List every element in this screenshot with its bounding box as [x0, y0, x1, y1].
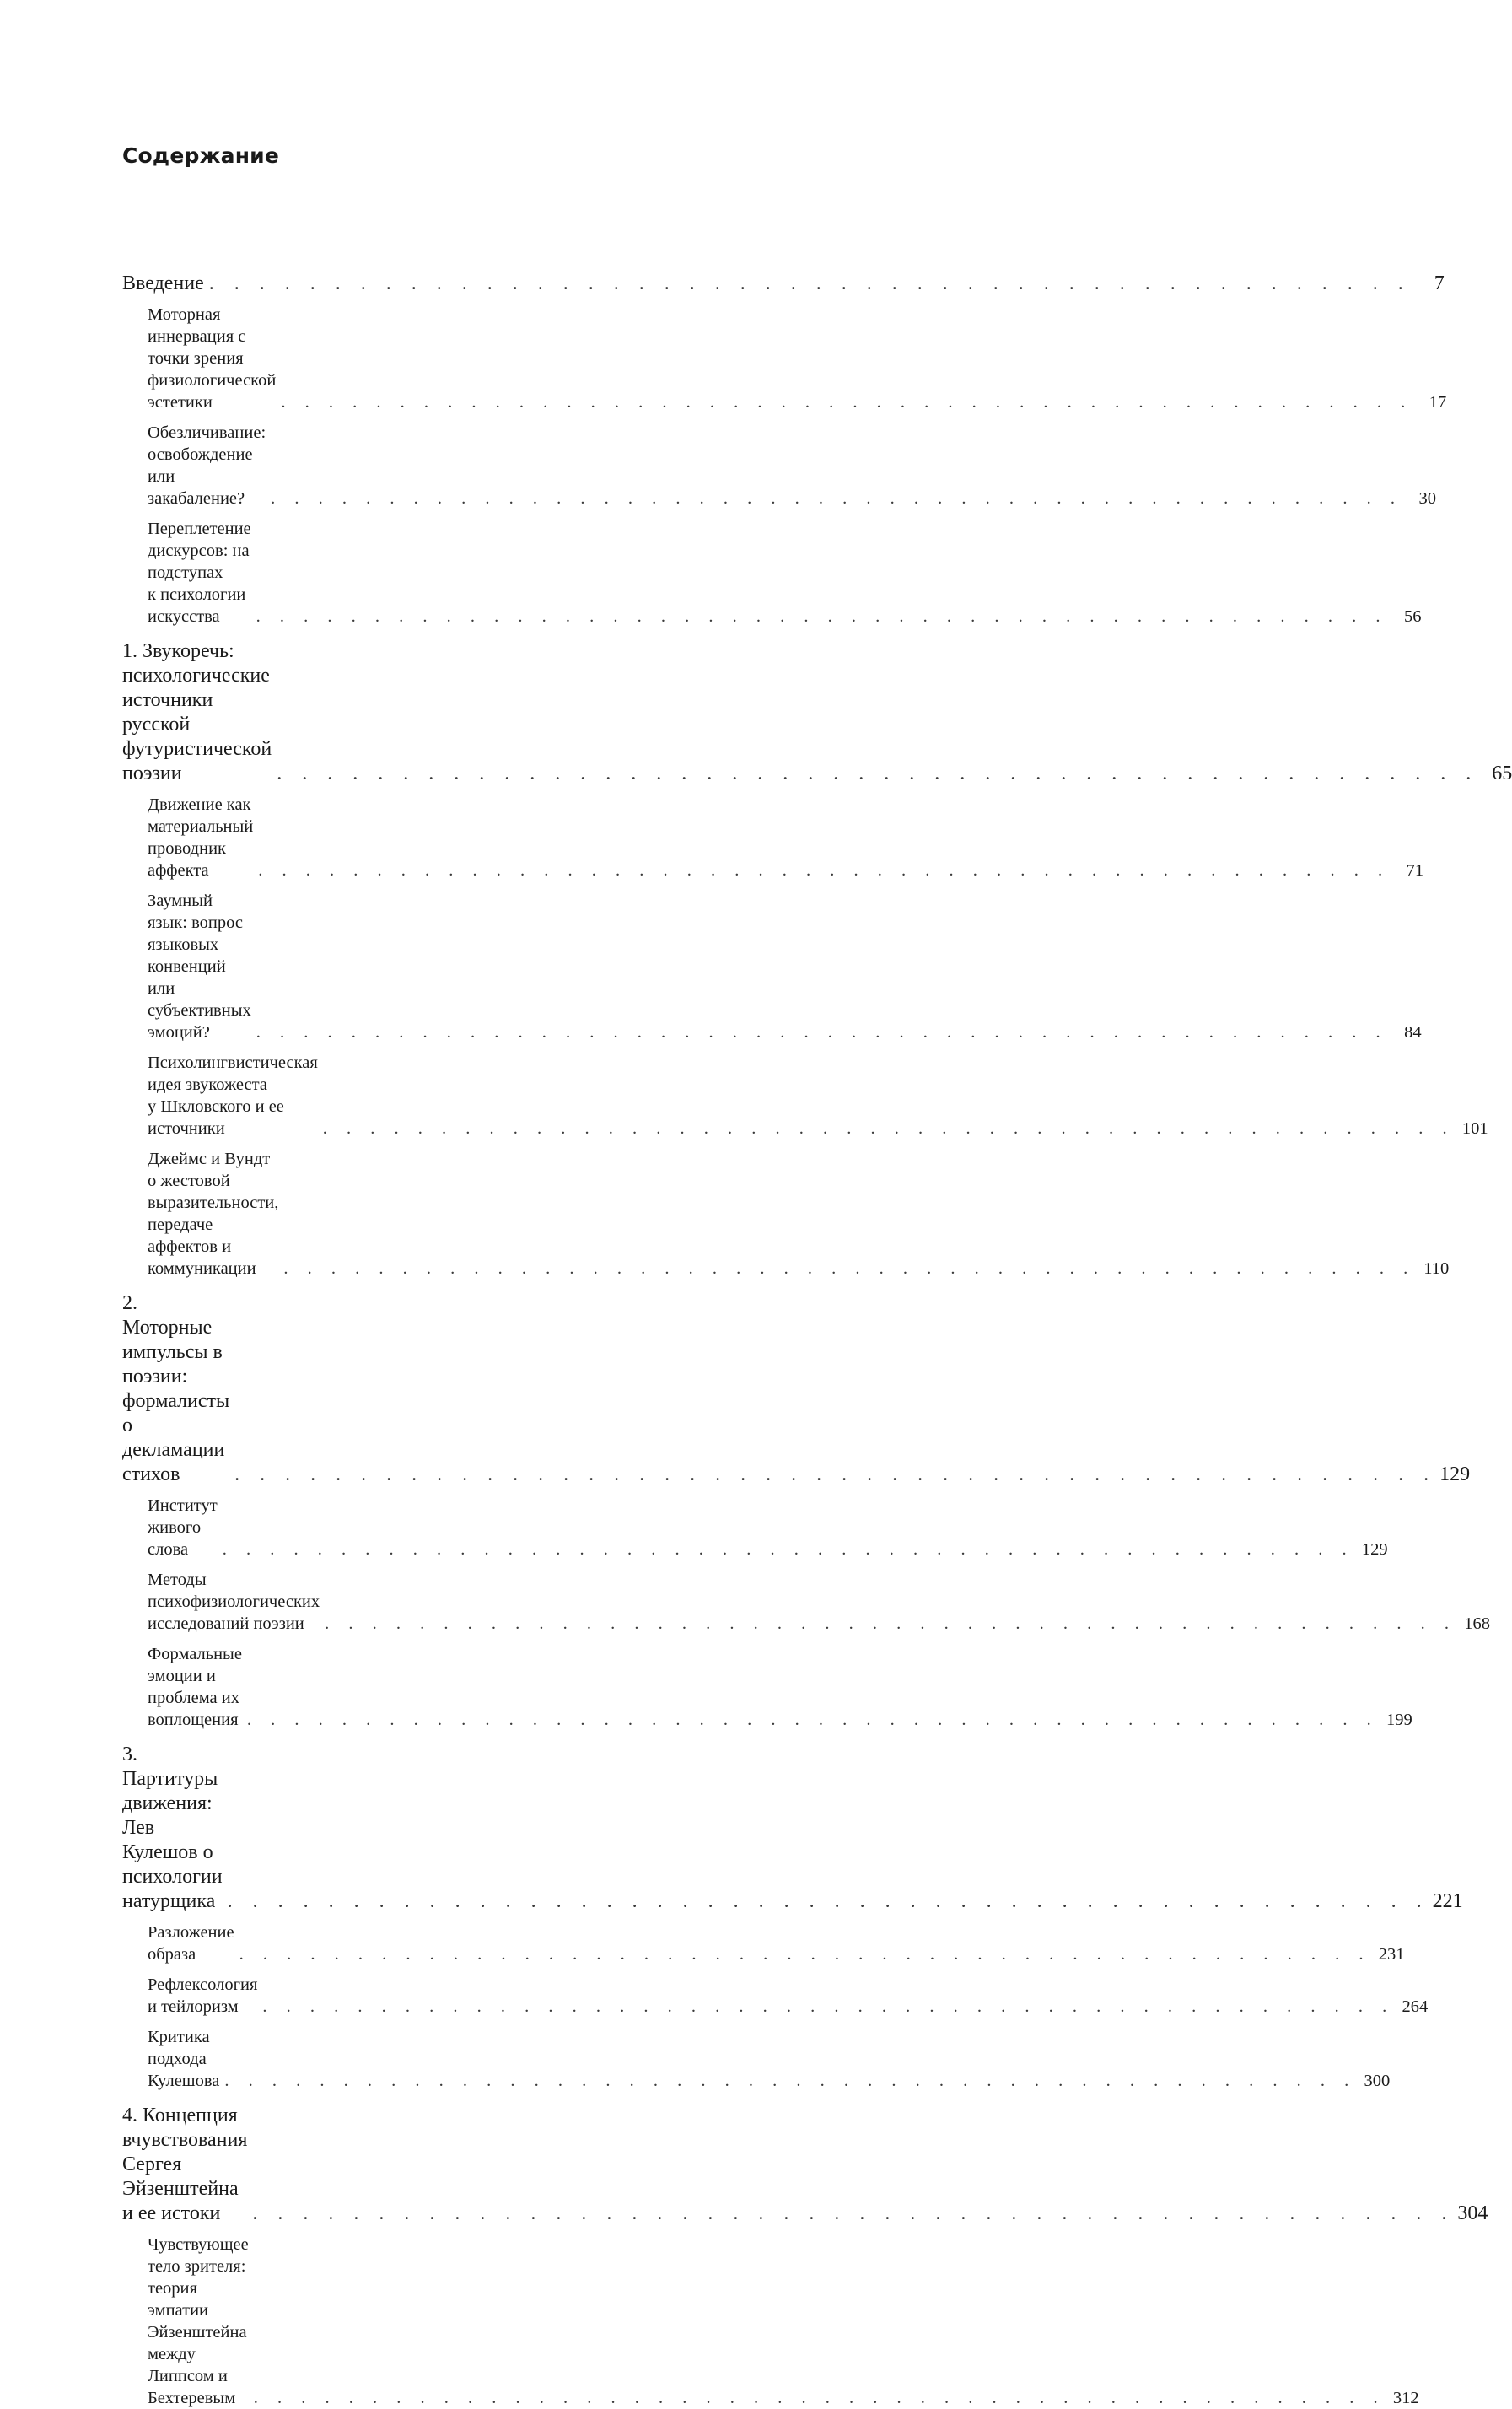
toc-entry-section[interactable] [148, 2234, 1419, 2409]
toc-entry-chapter-3[interactable] [122, 1743, 1463, 1914]
toc-entry-chapter-1[interactable] [122, 639, 1512, 786]
toc-entry-page: 221 [1432, 1890, 1463, 1912]
toc-entry-line: Формальные эмоции и проблема их воплощения [148, 1645, 242, 1729]
toc-entry-title [148, 518, 251, 628]
toc-entry-line: теория эмпатии Эйзенштейна между [148, 2279, 247, 2363]
leader-dots: . . . . . . . . . . . . . . . . . . . . . . . . . . . . . . . . . . . . . . . . . . . . . . . . [224, 2072, 1357, 2090]
toc-entry-line: 3. Партитуры движения: [122, 1743, 218, 1814]
toc-entry-line: Липпсом и Бехтеревым [148, 2367, 236, 2407]
toc-entry-line: Обезличивание: освобождение или закабаление? [148, 423, 266, 508]
leader-dots: . . . . . . . . . . . . . . . . . . . . . . . . . . . . . . . . . . . . . . . . . . . . . . . . [239, 1945, 1371, 1964]
toc-entry-chapter-4[interactable] [122, 2104, 1488, 2226]
toc-entry-line: у Шкловского и ее источники [148, 1097, 284, 1138]
toc-entry-title [122, 272, 204, 296]
toc-entry-title [122, 2104, 247, 2226]
toc-entry-line: Институт живого слова [148, 1496, 218, 1559]
toc-entry-page: 30 [1418, 489, 1437, 508]
toc-entry-section[interactable] [148, 794, 1424, 881]
toc-entry-line: передаче аффектов и коммуникации [148, 1215, 256, 1278]
toc-entry-title [148, 890, 251, 1043]
toc-entry-title [148, 1495, 218, 1560]
table-of-contents [122, 272, 1512, 2409]
toc-entry-line: Лев Кулешов о психологии натурщика [122, 1817, 223, 1912]
toc-entry-page: 231 [1378, 1945, 1405, 1964]
toc-entry-page: 199 [1386, 1711, 1412, 1729]
toc-entry-title [148, 794, 253, 881]
toc-entry-line: 2. Моторные импульсы в поэзии: [122, 1292, 223, 1388]
leader-dots: . . . . . . . . . . . . . . . . . . . . . . . . . . . . . . . . . . . . . . . . . . . . . . . . [256, 1023, 1388, 1042]
toc-entry-title [122, 639, 272, 786]
leader-dots: . . . . . . . . . . . . . . . . . . . . . . . . . . . . . . . . . . . . . . . . . . . . . . . . [322, 1119, 1455, 1138]
toc-entry-section[interactable] [148, 304, 1447, 413]
leader-dots: . . . . . . . . . . . . . . . . . . . . . . . . . . . . . . . . . . . . . . . . . . . . . . . . [325, 1614, 1456, 1633]
toc-entry-title [122, 1291, 229, 1487]
toc-entry-title [148, 1921, 234, 1965]
toc-entry-title [148, 1052, 318, 1140]
leader-dots: . . . . . . . . . . . . . . . . . . . . . . . . . . . . . . . . . . . . . . . . . . . . . . . . [234, 1463, 1437, 1485]
leader-dots: . . . . . . . . . . . . . . . . . . . . . . . . . . . . . . . . . . . . . . . . . . . . . . . . [281, 393, 1413, 412]
toc-entry-introduction[interactable] [122, 272, 1445, 296]
leader-dots: . . . . . . . . . . . . . . . . . . . . . . . . . . . . . . . . . . . . . . . . . . . . . . . . [208, 272, 1411, 294]
toc-entry-line: Заумный язык: вопрос языковых конвенций [148, 892, 243, 976]
toc-entry-title [148, 422, 266, 509]
toc-entry-page: 110 [1423, 1259, 1450, 1278]
toc-entry-page: 300 [1364, 2072, 1391, 2090]
toc-entry-page: 264 [1402, 1997, 1429, 2016]
toc-entry-chapter-2[interactable] [122, 1291, 1471, 1487]
toc-entry-section[interactable] [148, 1974, 1429, 2018]
toc-entry-title [148, 1569, 320, 1635]
toc-entry-page: 168 [1464, 1614, 1490, 1633]
toc-entry-line: Рефлексология и тейлоризм [148, 1975, 258, 2016]
toc-entry-section[interactable] [148, 518, 1422, 628]
toc-entry-page: 304 [1457, 2202, 1488, 2224]
leader-dots: . . . . . . . . . . . . . . . . . . . . . . . . . . . . . . . . . . . . . . . . . . . . . . . . [246, 1711, 1379, 1729]
toc-entry-section[interactable] [148, 1643, 1412, 1731]
toc-entry-line: Моторная иннервация с точки зрения [148, 305, 246, 368]
toc-entry-page: 17 [1429, 393, 1447, 412]
toc-entry-line: Методы психофизиологических исследований поэзии [148, 1571, 320, 1633]
toc-entry-section[interactable] [148, 890, 1422, 1043]
toc-entry-title [148, 2234, 249, 2409]
toc-entry-page: 7 [1434, 272, 1445, 294]
page-title: Содержание [122, 143, 280, 168]
toc-entry-section[interactable] [148, 1148, 1450, 1280]
toc-entry-title [148, 1148, 278, 1280]
toc-entry-section[interactable] [148, 1495, 1388, 1560]
leader-dots: . . . . . . . . . . . . . . . . . . . . . . . . . . . . . . . . . . . . . . . . . . . . . . . . [252, 2202, 1455, 2224]
toc-entry-line: Чувствующее тело зрителя: [148, 2235, 249, 2276]
toc-entry-line: Движение как материальный проводник аффекта [148, 795, 254, 880]
toc-entry-line: формалисты о декламации стихов [122, 1390, 230, 1485]
leader-dots: . . . . . . . . . . . . . . . . . . . . . . . . . . . . . . . . . . . . . . . . . . . . . . . . [253, 2389, 1386, 2407]
toc-entry-line: Сергея Эйзенштейна и ее истоки [122, 2153, 239, 2224]
toc-entry-section[interactable] [148, 2026, 1391, 2092]
toc-entry-section[interactable] [148, 422, 1437, 509]
toc-entry-line: 4. Концепция вчувствования [122, 2105, 248, 2151]
toc-entry-section[interactable] [148, 1569, 1490, 1635]
toc-entry-section[interactable] [148, 1052, 1488, 1140]
leader-dots: . . . . . . . . . . . . . . . . . . . . . . . . . . . . . . . . . . . . . . . . . . . . . . . . [277, 763, 1479, 784]
toc-entry-line: Разложение образа [148, 1923, 234, 1964]
toc-entry-page: 71 [1406, 861, 1424, 880]
toc-entry-title [148, 2026, 219, 2092]
toc-entry-title [148, 1974, 257, 2018]
leader-dots: . . . . . . . . . . . . . . . . . . . . . . . . . . . . . . . . . . . . . . . . . . . . . . . . [258, 861, 1391, 880]
toc-entry-line: 1. Звукоречь: психологические источники [122, 640, 270, 711]
toc-entry-line: физиологической эстетики [148, 371, 277, 412]
toc-entry-line: Критика подхода Кулешова [148, 2028, 220, 2090]
toc-entry-line: к психологии искусства [148, 585, 246, 626]
toc-entry-page: 84 [1404, 1023, 1422, 1042]
leader-dots: . . . . . . . . . . . . . . . . . . . . . . . . . . . . . . . . . . . . . . . . . . . . . . . . [271, 489, 1403, 508]
toc-entry-line: русской футуристической поэзии [122, 714, 272, 784]
toc-entry-title [148, 304, 276, 413]
toc-entry-page: 312 [1392, 2389, 1419, 2407]
leader-dots: . . . . . . . . . . . . . . . . . . . . . . . . . . . . . . . . . . . . . . . . . . . . . . . . [256, 607, 1388, 626]
toc-entry-line: Джеймс и Вундт о жестовой выразительности, [148, 1150, 279, 1212]
leader-dots: . . . . . . . . . . . . . . . . . . . . . . . . . . . . . . . . . . . . . . . . . . . . . . . . [222, 1540, 1354, 1559]
toc-entry-section[interactable] [148, 1921, 1405, 1965]
toc-entry-page: 129 [1439, 1463, 1471, 1485]
toc-entry-page: 56 [1404, 607, 1422, 626]
toc-entry-page: 101 [1461, 1119, 1488, 1138]
toc-entry-line: Психолингвистическая идея звукожеста [148, 1054, 318, 1094]
toc-entry-page: 129 [1361, 1540, 1388, 1559]
toc-entry-line: Переплетение дискурсов: на подступах [148, 520, 251, 582]
leader-dots: . . . . . . . . . . . . . . . . . . . . . . . . . . . . . . . . . . . . . . . . . . . . . . . . [262, 1997, 1395, 2016]
toc-entry-title [122, 1743, 223, 1914]
toc-entry-title [148, 1643, 242, 1731]
leader-dots: . . . . . . . . . . . . . . . . . . . . . . . . . . . . . . . . . . . . . . . . . . . . . . . . [283, 1259, 1416, 1278]
toc-entry-line: Введение [122, 272, 204, 294]
toc-entry-line: или субъективных эмоций? [148, 979, 251, 1042]
toc-entry-page: 65 [1492, 763, 1512, 784]
leader-dots: . . . . . . . . . . . . . . . . . . . . . . . . . . . . . . . . . . . . . . . . . . . . . . . . [227, 1890, 1429, 1912]
